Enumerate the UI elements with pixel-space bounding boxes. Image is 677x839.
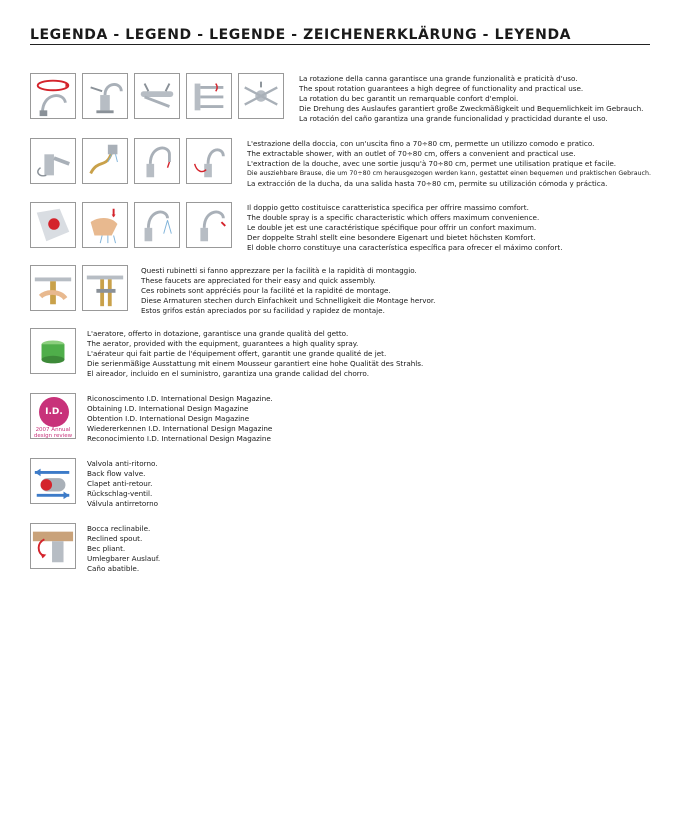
text-it: L'aeratore, offerto in dotazione, garantisce una grande qualità del getto. [87, 329, 349, 338]
text-es: Válvula antirretorno [87, 499, 159, 509]
text-fr: Le double jet est une caractéristique spécifique pour offrir un confort maximum. [247, 223, 537, 233]
text-es: Reconocimiento I.D. International Design Magazine [87, 434, 271, 444]
assembly-icon [30, 265, 76, 311]
pull-out-spray-icon [186, 138, 232, 184]
legend-text [247, 139, 651, 189]
text-it: Bocca reclinabile. [87, 524, 151, 533]
mounting-hardware-icon [82, 265, 128, 311]
spout-rotation-icon [30, 73, 76, 119]
text-es: El doble chorro constituye una característica específica para ofrecer el máximo confort. [247, 243, 563, 253]
text-it: Il doppio getto costituisce caratteristica specifica per offrire massimo comfort. [247, 203, 529, 212]
text-en: Obtaining I.D. International Design Magazine [87, 404, 249, 414]
spray-hand-icon [82, 202, 128, 248]
text-it: L'estrazione della doccia, con un'uscita fino a 70÷80 cm, permette un utilizzo comodo e pratico. [247, 139, 595, 148]
id-award-icon [30, 393, 76, 439]
text-de: Diese Armaturen stechen durch Einfachkeit und Schnelligkeit die Montage hervor. [141, 296, 436, 306]
text-es: La extracción de la ducha, da una salida hasta 70÷80 cm, permite su utilización cómoda y práctica. [247, 179, 608, 189]
title-underline [30, 44, 650, 45]
text-it: Valvola anti-ritorno. [87, 459, 158, 468]
text-en: The aerator, provided with the equipment, guarantees a high quality spray. [87, 339, 359, 349]
text-it: La rotazione della canna garantisce una grande funzionalità e praticità d'uso. [299, 74, 578, 83]
text-de: Die ausziehbare Brause, die um 70÷80 cm herausgezogen werden kann, gestattet einen bequemen und praktischen Gebrauch. [247, 170, 652, 178]
rotating-spout-icon [186, 73, 232, 119]
reclined-spout-icon [30, 523, 76, 569]
legend-text [299, 74, 643, 124]
text-fr: Clapet anti-retour. [87, 479, 153, 489]
double-jet-faucet-icon [134, 202, 180, 248]
extractable-hose-icon [82, 138, 128, 184]
badge-year: 2007 Annual [35, 427, 71, 433]
text-it: Riconoscimento I.D. International Design Magazine. [87, 394, 273, 403]
text-es: La rotación del caño garantiza una grande funcionalidad y practicidad durante el uso. [299, 114, 608, 124]
text-en: Reclined spout. [87, 534, 143, 544]
text-en: Back flow valve. [87, 469, 146, 479]
legend-text [141, 266, 435, 316]
text-en: The double spray is a specific characteristic which offers maximum convenience. [247, 213, 540, 223]
text-es: El aireador, incluido en el suministro, garantiza una grande calidad del chorro. [87, 369, 369, 379]
text-en: The spout rotation guarantees a high degree of functionality and practical use. [299, 84, 584, 94]
text-fr: Ces robinets sont appréciés pour la facilité et la rapidité de montage. [141, 286, 391, 296]
page-title: LEGENDA - LEGEND - LEGENDE - ZEICHENERKLÄRUNG - LEYENDA [30, 27, 572, 43]
text-en: These faucets are appreciated for their easy and quick assembly. [141, 276, 376, 286]
backflow-valve-icon [30, 458, 76, 504]
aerator-icon [30, 328, 76, 374]
text-es: Estos grifos están apreciados por su facilidad y rapidez de montaje. [141, 306, 385, 316]
id-badge-circle: I.D. [39, 397, 69, 427]
legend-text [87, 329, 423, 379]
swivel-spout-faucet-icon [82, 73, 128, 119]
wall-mixer-icon [134, 73, 180, 119]
pull-down-faucet-icon [134, 138, 180, 184]
text-de: Wiedererkennen I.D. International Design Magazine [87, 424, 273, 434]
text-fr: Bec pliant. [87, 544, 126, 554]
text-fr: Obtention I.D. International Design Magazine [87, 414, 250, 424]
text-es: Caño abatible. [87, 564, 140, 574]
text-de: Rückschlag-ventil. [87, 489, 153, 499]
text-de: Die Drehung des Auslaufes garantiert große Zweckmäßigkeit und Bequemlichkeit im Gebrauch. [299, 104, 644, 114]
pull-out-shower-icon [30, 138, 76, 184]
text-de: Die serienmäßige Ausstattung mit einem Mousseur garantiert eine hohe Qualität des Strahls. [87, 359, 424, 369]
text-de: Der doppelte Strahl stellt eine besondere Eigenart und bietet höchsten Komfort. [247, 233, 536, 243]
legend-text [87, 394, 273, 444]
legend-text [87, 524, 160, 574]
text-en: The extractable shower, with an outlet of 70÷80 cm, offers a convenient and practical use. [247, 149, 576, 159]
text-fr: L'extraction de la douche, avec une sortie jusqu'à 70÷80 cm, permet une utilisation pratique et facile. [247, 159, 617, 169]
legend-text [247, 203, 563, 253]
double-spray-button-icon [30, 202, 76, 248]
legend-text [87, 459, 158, 509]
text-fr: L'aérateur qui fait partie de l'équipement offert, garantit une grande qualité de jet. [87, 349, 387, 359]
spout-rotation-angle-icon [238, 73, 284, 119]
badge-review: design review [33, 433, 73, 439]
jet-switch-faucet-icon [186, 202, 232, 248]
text-fr: La rotation du bec garantit un remarquable confort d'emploi. [299, 94, 519, 104]
text-de: Umlegbarer Auslauf. [87, 554, 161, 564]
text-it: Questi rubinetti si fanno apprezzare per la facilità e la rapidità di montaggio. [141, 266, 417, 275]
